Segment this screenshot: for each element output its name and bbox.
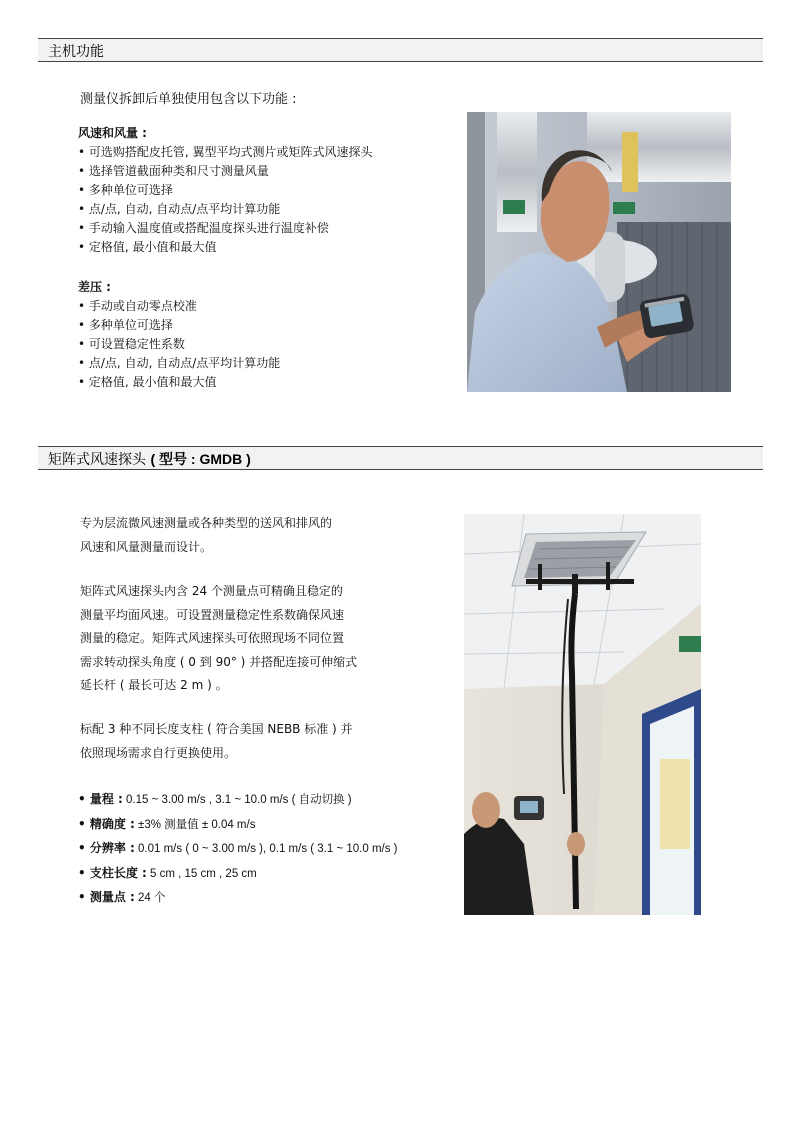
list-item: • 可设置稳定性系数	[78, 337, 185, 351]
spec-list	[78, 788, 398, 911]
section-title-text: 矩阵式风速探头	[48, 452, 151, 468]
description-paragraph-1	[80, 512, 332, 559]
spec-accuracy: • 精确度 : ±3% 测量值 ± 0.04 m/s	[78, 816, 256, 831]
text-line: 风速和风量测量而设计。	[80, 539, 213, 554]
list-item: • 手动或自动零点校准	[78, 299, 197, 313]
text-line: 需求转动探头角度 ( 0 到 90° ) 并搭配连接可伸缩式	[80, 654, 358, 669]
text-line: 延长杆 ( 最长可达 2 m ) 。	[80, 678, 228, 692]
matrix-probe-photo	[464, 514, 701, 915]
list-item: • 可选购搭配皮托管, 翼型平均式测片或矩阵式风速探头	[78, 145, 373, 159]
pressure-feature-list	[78, 278, 280, 392]
list-item: • 定格值, 最小值和最大值	[78, 375, 217, 389]
list-item: • 点/点, 自动, 自动点/点平均计算功能	[78, 202, 281, 216]
list-item: • 定格值, 最小值和最大值	[78, 240, 217, 254]
text-line: 标配 3 种不同长度支柱 ( 符合美国 NEBB 标准 ) 并	[80, 722, 353, 736]
technician-handheld-photo	[467, 112, 731, 392]
pressure-heading: 差压 :	[78, 280, 111, 294]
section-title: 主机功能	[48, 44, 104, 60]
text-line: 矩阵式风速探头内含 24 个测量点可精确且稳定的	[80, 584, 343, 598]
spec-resolution: • 分辨率 : 0.01 m/s ( 0 ~ 3.00 m/s ), 0.1 m/s ( 3.1 ~ 10.0 m/s )	[78, 841, 398, 855]
text-line: 专为层流微风速测量或各种类型的送风和排风的	[80, 516, 333, 530]
spec-post-length: • 支柱长度 : 5 cm , 15 cm , 25 cm	[78, 865, 257, 880]
list-item: • 手动输入温度值或搭配温度探头进行温度补偿	[78, 221, 329, 235]
text-line: 测量平均面风速。可设置测量稳定性系数确保风速	[80, 607, 345, 622]
description-paragraph-3	[80, 718, 353, 765]
airflow-feature-list	[78, 124, 373, 257]
list-item: • 选择管道截面种类和尺寸测量风量	[78, 164, 269, 178]
text-line: 依照现场需求自行更换使用。	[80, 745, 237, 760]
section-title	[48, 449, 251, 469]
list-item: • 点/点, 自动, 自动点/点平均计算功能	[78, 356, 281, 370]
section-title-model: ( 型号 : GMDB )	[150, 451, 251, 467]
section-header-matrix-probe	[38, 446, 763, 470]
airflow-heading: 风速和风量 :	[78, 126, 147, 140]
spec-range: • 量程 : 0.15 ~ 3.00 m/s , 3.1 ~ 10.0 m/s ( 自动切换 )	[78, 792, 352, 806]
list-item: • 多种单位可选择	[78, 183, 173, 197]
intro-text: 测量仪拆卸后单独使用包含以下功能 :	[80, 92, 297, 107]
description-paragraph-2	[80, 580, 357, 698]
section-header-main-functions	[38, 38, 763, 62]
list-item: • 多种单位可选择	[78, 318, 173, 332]
spec-measuring-points: • 测量点 : 24 个	[78, 890, 166, 904]
text-line: 测量的稳定。矩阵式风速探头可依照现场不同位置	[80, 631, 345, 645]
